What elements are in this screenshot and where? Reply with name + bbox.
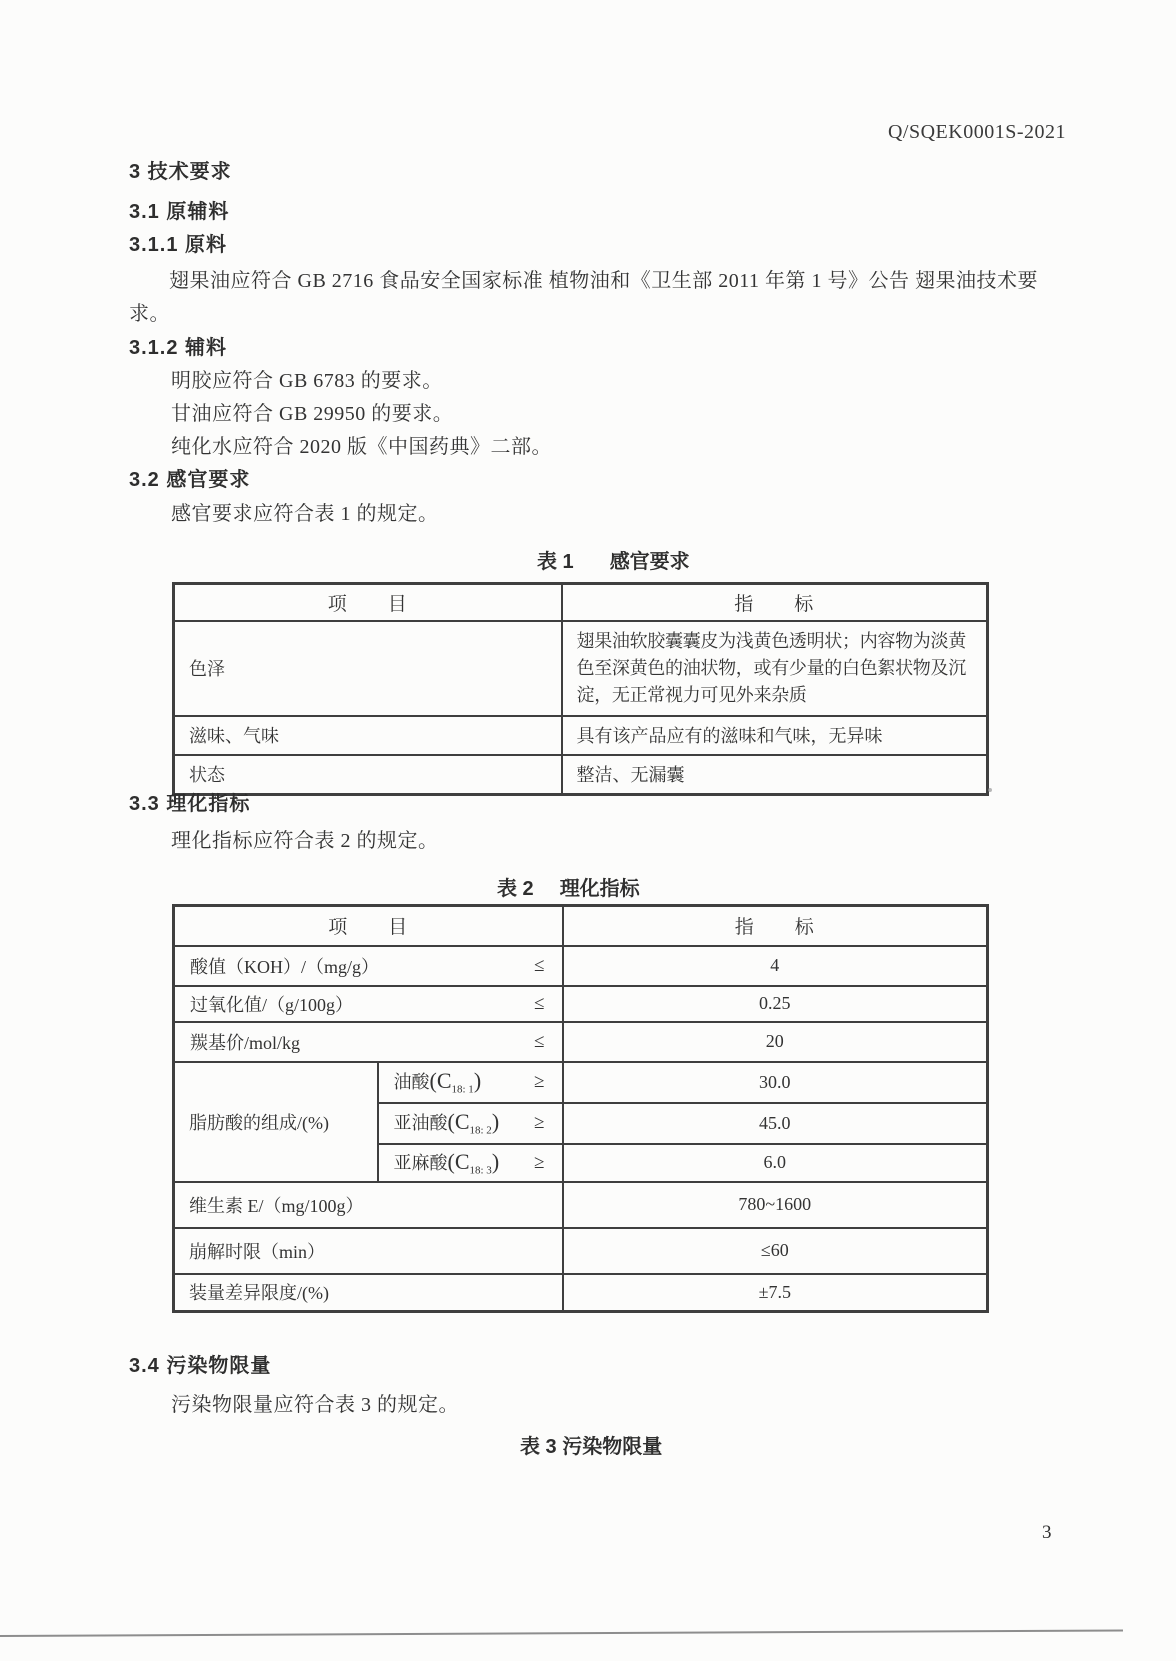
table2-item-oleic: 油酸$(C_{18: 1})$ ≥ [378, 1062, 563, 1103]
doc-code: Q/SQEK0001S-2021 [887, 121, 1066, 143]
table2-item-fill-variation: 装量差异限度/(%) [174, 1274, 563, 1312]
table2-value-fill-variation: ±7.5 [563, 1274, 988, 1312]
table2-item-linolenic: 亚麻酸$(C_{18: 3})$ ≥ [378, 1144, 563, 1182]
section-3-1-heading: 3.1 原辅料 [129, 201, 230, 223]
table1-header-row [174, 584, 988, 621]
table-row [174, 1228, 988, 1274]
table-row [174, 1022, 988, 1062]
table-row [174, 1274, 988, 1312]
table1-index-color: 翅果油软胶囊囊皮为浅黄色透明状；内容物为淡黄色至深黄色的油状物，或有少量的白色絮状物及沉淀，无正常视力可见外来杂质 [562, 621, 988, 716]
gte-symbol: ≥ [534, 1112, 545, 1133]
table-row [174, 716, 988, 755]
table2-item-acid-value: 酸值（KOH）/（mg/g） ≤ [174, 946, 563, 986]
table2-group-fatty-acids: 脂肪酸的组成/(%) [174, 1062, 378, 1182]
section-3-3-heading: 3.3 理化指标 [129, 793, 251, 815]
table2-title-label: 表 2 [497, 878, 534, 900]
table2-value-oleic: 30.0 [563, 1062, 988, 1103]
section-3-4-heading: 3.4 污染物限量 [129, 1355, 272, 1377]
paragraph-contaminants-intro: 污染物限量应符合表 3 的规定。 [171, 1394, 459, 1416]
table2-value-carbonyl: 20 [563, 1022, 988, 1062]
table2-item-linoleic: 亚油酸$(C_{18: 2})$ ≥ [378, 1103, 563, 1144]
table3-title: 表 3 污染物限量 [520, 1436, 663, 1458]
table1-col-item: 项 目 [174, 584, 562, 621]
table2-value-linoleic: 45.0 [563, 1103, 988, 1144]
table1-title-label: 表 1 [537, 551, 574, 573]
section-3-heading: 3 技术要求 [129, 161, 232, 183]
table2-title [497, 872, 640, 901]
table2-physchem [172, 904, 989, 1313]
table-row [174, 986, 988, 1022]
table1-item-color: 色泽 [174, 621, 562, 716]
table2-value-peroxide: 0.25 [563, 986, 988, 1022]
table-row [174, 946, 988, 986]
table-row [174, 755, 988, 795]
paragraph-sensory-intro: 感官要求应符合表 1 的规定。 [171, 503, 439, 525]
table-row [174, 1062, 988, 1103]
table2-value-acid-value: 4 [563, 946, 988, 986]
table1-title-text: 感官要求 [609, 551, 690, 573]
table2-item-disintegration: 崩解时限（min） [174, 1228, 563, 1274]
table1-index-taste: 具有该产品应有的滋味和气味，无异味 [562, 716, 988, 755]
section-3-2-heading: 3.2 感官要求 [129, 469, 251, 491]
scan-edge-line [0, 1630, 1123, 1637]
lte-symbol: ≤ [534, 992, 545, 1014]
table2-value-linolenic: 6.0 [563, 1144, 988, 1182]
table2-item-peroxide: 过氧化值/（g/100g） ≤ [174, 986, 563, 1022]
table2-col-item: 项 目 [174, 906, 563, 946]
table1-item-taste: 滋味、气味 [174, 716, 562, 755]
table1-col-index: 指 标 [562, 584, 988, 621]
table1-index-state: 整洁、无漏囊 [562, 755, 988, 795]
scan-speck [988, 788, 992, 792]
page-number: 3 [1042, 1522, 1052, 1543]
table2-value-disintegration: ≤60 [563, 1228, 988, 1274]
table2-title-text: 理化指标 [559, 878, 640, 900]
section-3-1-1-heading: 3.1.1 原料 [129, 234, 228, 256]
table1-item-state: 状态 [174, 755, 562, 795]
paragraph-raw-material: 翅果油应符合 GB 2716 食品安全国家标准 植物油和《卫生部 2011 年第 1 号》公告 翅果油技术要求。 [129, 270, 1039, 325]
table2-item-carbonyl: 羰基价/mol/kg ≤ [174, 1022, 563, 1062]
table2-value-vitamin-e: 780~1600 [563, 1182, 988, 1228]
table1-title [537, 545, 690, 574]
table-row [174, 1182, 988, 1228]
paragraph-physchem-intro: 理化指标应符合表 2 的规定。 [171, 830, 439, 852]
paragraph-gelatin: 明胶应符合 GB 6783 的要求。 [171, 370, 443, 392]
gte-symbol: ≥ [534, 1071, 545, 1092]
table1-sensory [172, 582, 989, 796]
section-3-1-2-heading: 3.1.2 辅料 [129, 337, 228, 359]
lte-symbol: ≤ [534, 954, 545, 976]
table2-col-index: 指 标 [563, 906, 988, 946]
table2-item-vitamin-e: 维生素 E/（mg/100g） [174, 1182, 563, 1228]
lte-symbol: ≤ [534, 1030, 545, 1052]
table-row [174, 621, 988, 716]
paragraph-purified-water: 纯化水应符合 2020 版《中国药典》二部。 [171, 436, 552, 458]
gte-symbol: ≥ [534, 1151, 545, 1173]
paragraph-glycerin: 甘油应符合 GB 29950 的要求。 [171, 403, 454, 425]
table2-header-row [174, 906, 988, 946]
